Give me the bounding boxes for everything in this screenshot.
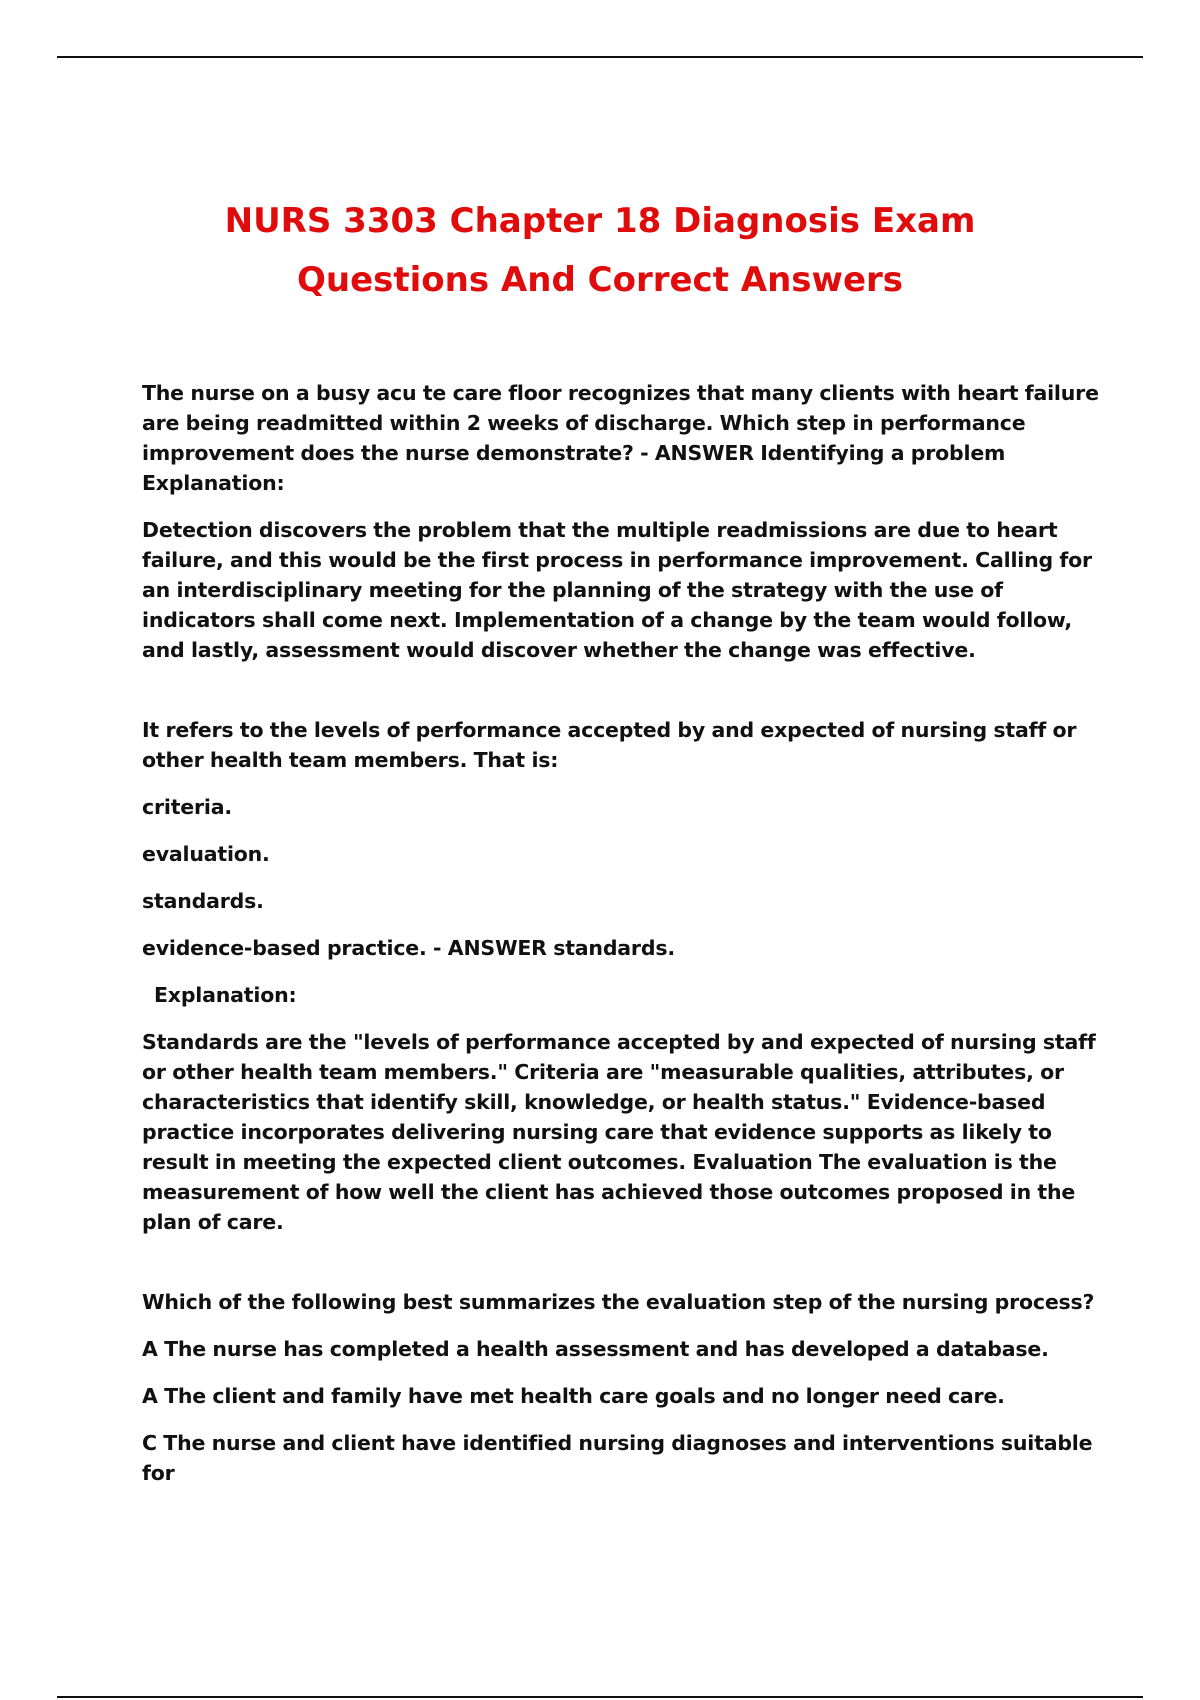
document-title <box>0 192 1200 310</box>
q3-option: C The nurse and client have identified nursing diagnoses and interventions suitable for <box>142 1431 1093 1485</box>
q2-option: standards. <box>142 889 264 913</box>
q2-option: evaluation. <box>142 842 270 866</box>
bottom-rule <box>57 1696 1143 1698</box>
document-body <box>142 378 1102 1505</box>
q2-explanation: Standards are the "levels of performance accepted by and expected of nursing staff or other health team members." Criteria are "measurable qualities, attributes, or characteristics that identify skill, knowledge, or health status." Evidence-based practice incorporates delivering nursing care that evidence supports as likely to result in meeting the expected client outcomes. Evaluation The evaluation is the measurement of how well the client has achieved those outcomes proposed in the plan of care. <box>142 1030 1096 1234</box>
title-line-1: NURS 3303 Chapter 18 Diagnosis Exam <box>224 201 976 241</box>
q3-option: A The nurse has completed a health assessment and has developed a database. <box>142 1337 1049 1361</box>
q2-explanation-label: Explanation: <box>154 983 297 1007</box>
top-rule <box>57 56 1143 58</box>
q3-option: A The client and family have met health care goals and no longer need care. <box>142 1384 1005 1408</box>
q3-question: Which of the following best summarizes the evaluation step of the nursing process? <box>142 1290 1095 1314</box>
q1-explanation: Detection discovers the problem that the multiple readmissions are due to heart failure, and this would be the first process in performance improvement. Calling for an interdisciplinary meeting for the planning of the strategy with the use of indicators shall come next. Implementation of a change by the team would follow, and lastly, assessment would discover whether the change was effective. <box>142 518 1092 662</box>
q2-option-answer: evidence-based practice. - ANSWER standards. <box>142 936 675 960</box>
title-line-2: Questions And Correct Answers <box>296 260 904 300</box>
q2-question: It refers to the levels of performance accepted by and expected of nursing staff or other health team members. That is: <box>142 718 1077 772</box>
q1-question: The nurse on a busy acu te care floor recognizes that many clients with heart failure are being readmitted within 2 weeks of discharge. Which step in performance improvement does the nurse demonstrate? - ANSWER Identifying a problem Explanation: <box>142 381 1099 495</box>
q2-option: criteria. <box>142 795 232 819</box>
